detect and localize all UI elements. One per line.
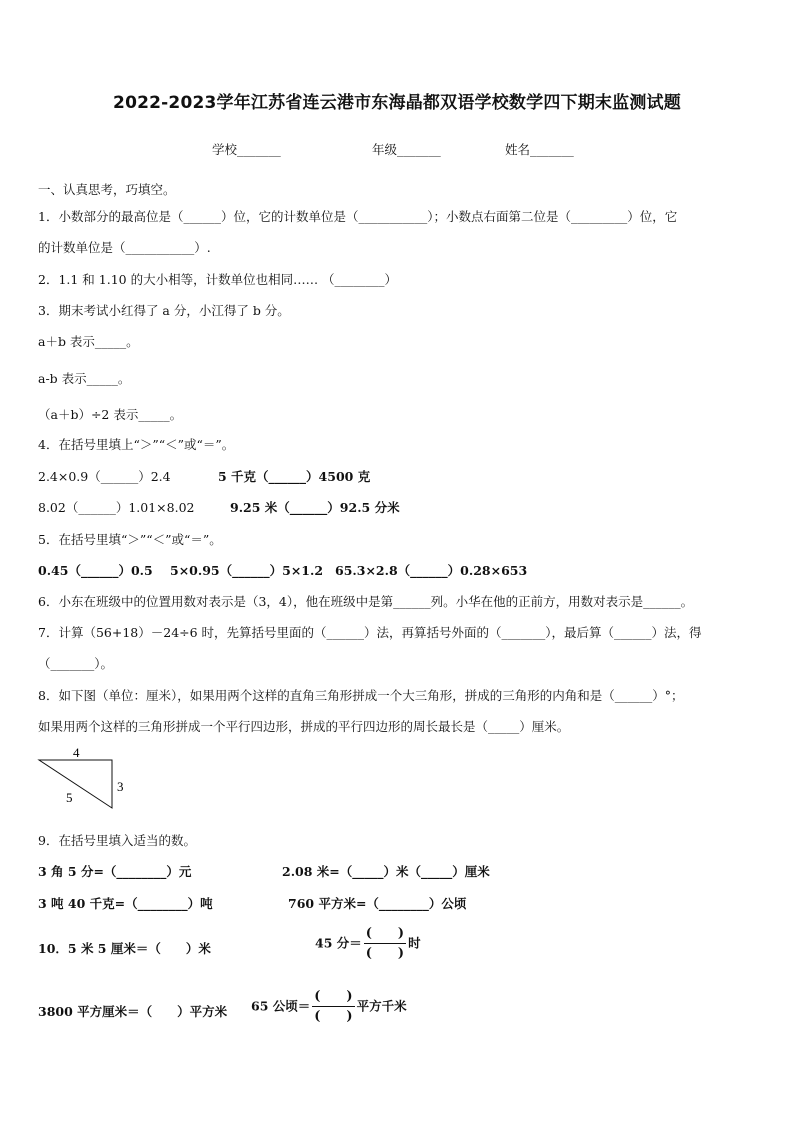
question-1-line-2: 的计数单位是（___________）. bbox=[38, 240, 211, 255]
triangle-hypotenuse-label: 5 bbox=[66, 790, 73, 805]
question-9: 9．在括号里填入适当的数。 bbox=[38, 833, 196, 848]
question-5: 5．在括号里填“＞”“＜”或“＝”。 bbox=[38, 532, 222, 547]
page-title: 2022-2023学年江苏省连云港市东海晶都双语学校数学四下期末监测试题 bbox=[113, 93, 681, 113]
fraction-denominator: ( ) bbox=[314, 1009, 353, 1024]
question-7-line-1: 7．计算（56+18）－24÷6 时，先算括号里面的（______）法，再算括号外面的（_______），最后算（______）法，得 bbox=[38, 625, 702, 640]
question-4: 4．在括号里填上“＞”“＜”或“＝”。 bbox=[38, 437, 235, 452]
fraction-blank bbox=[364, 926, 406, 961]
question-5-item-2: 5×0.95（______）5×1.2 bbox=[170, 563, 324, 578]
question-4-item-2: 5 千克（______）4500 克 bbox=[218, 469, 371, 484]
q10-item-4-suffix: 平方千米 bbox=[356, 998, 407, 1014]
question-3: 3．期末考试小红得了 a 分，小江得了 b 分。 bbox=[38, 303, 290, 318]
q10-item-2-prefix: 45 分＝ bbox=[315, 935, 362, 951]
question-9-item-4: 760 平方米=（________）公顷 bbox=[288, 896, 467, 911]
question-3-part-b: a-b 表示_____。 bbox=[38, 371, 131, 386]
question-5-item-3: 65.3×2.8（______）0.28×653 bbox=[335, 563, 528, 578]
question-8-line-1: 8．如下图（单位：厘米），如果用两个这样的直角三角形拼成一个大三角形，拼成的三角形的内角和是（______）°； bbox=[38, 688, 684, 703]
question-2: 2．1.1 和 1.10 的大小相等，计数单位也相同…… （________） bbox=[38, 272, 398, 287]
question-4-item-3: 8.02（______）1.01×8.02 bbox=[38, 500, 195, 515]
question-10-item-1: 10．5 米 5 厘米＝（ ）米 bbox=[38, 941, 211, 956]
question-8-line-2: 如果用两个这样的三角形拼成一个平行四边形，拼成的平行四边形的周长最长是（_____）厘米。 bbox=[38, 719, 570, 734]
fraction-numerator: ( ) bbox=[365, 926, 405, 941]
question-3-part-c: （a＋b）÷2 表示_____。 bbox=[38, 407, 183, 422]
name-field: 姓名_______ bbox=[505, 142, 574, 157]
question-6: 6．小东在班级中的位置用数对表示是（3，4），他在班级中是第______列。小华在他的正前方，用数对表示是______。 bbox=[38, 594, 694, 609]
grade-field: 年级_______ bbox=[372, 142, 441, 157]
question-10-item-3: 3800 平方厘米＝（ ）平方米 bbox=[38, 1004, 228, 1019]
section-heading: 一、认真思考，巧填空。 bbox=[38, 182, 176, 197]
question-9-item-1: 3 角 5 分=（________）元 bbox=[38, 864, 192, 879]
question-1-line-1: 1．小数部分的最高位是（______）位，它的计数单位是（___________）；小数点右面第二位是（_________）位，它 bbox=[38, 209, 678, 224]
school-field: 学校_______ bbox=[212, 142, 281, 157]
q10-item-2-suffix: 时 bbox=[408, 935, 421, 951]
fraction-blank bbox=[312, 989, 354, 1024]
question-4-item-4: 9.25 米（______）92.5 分米 bbox=[230, 500, 400, 515]
fraction-numerator: ( ) bbox=[314, 989, 353, 1004]
question-9-item-2: 2.08 米=（_____）米（_____）厘米 bbox=[282, 864, 490, 879]
fraction-denominator: ( ) bbox=[365, 946, 405, 961]
question-9-item-3: 3 吨 40 千克=（________）吨 bbox=[38, 896, 213, 911]
right-triangle-figure bbox=[36, 742, 136, 812]
triangle-right-label: 3 bbox=[117, 779, 124, 794]
q10-item-4-prefix: 65 公顷＝ bbox=[251, 998, 311, 1014]
question-10-item-4 bbox=[251, 989, 407, 1024]
question-7-line-2: （_______）。 bbox=[38, 656, 114, 671]
triangle-top-label: 4 bbox=[73, 745, 80, 760]
question-5-item-1: 0.45（______）0.5 bbox=[38, 563, 153, 578]
question-3-part-a: a＋b 表示_____。 bbox=[38, 334, 139, 349]
question-10-item-2 bbox=[315, 926, 421, 961]
question-4-item-1: 2.4×0.9（______）2.4 bbox=[38, 469, 171, 484]
